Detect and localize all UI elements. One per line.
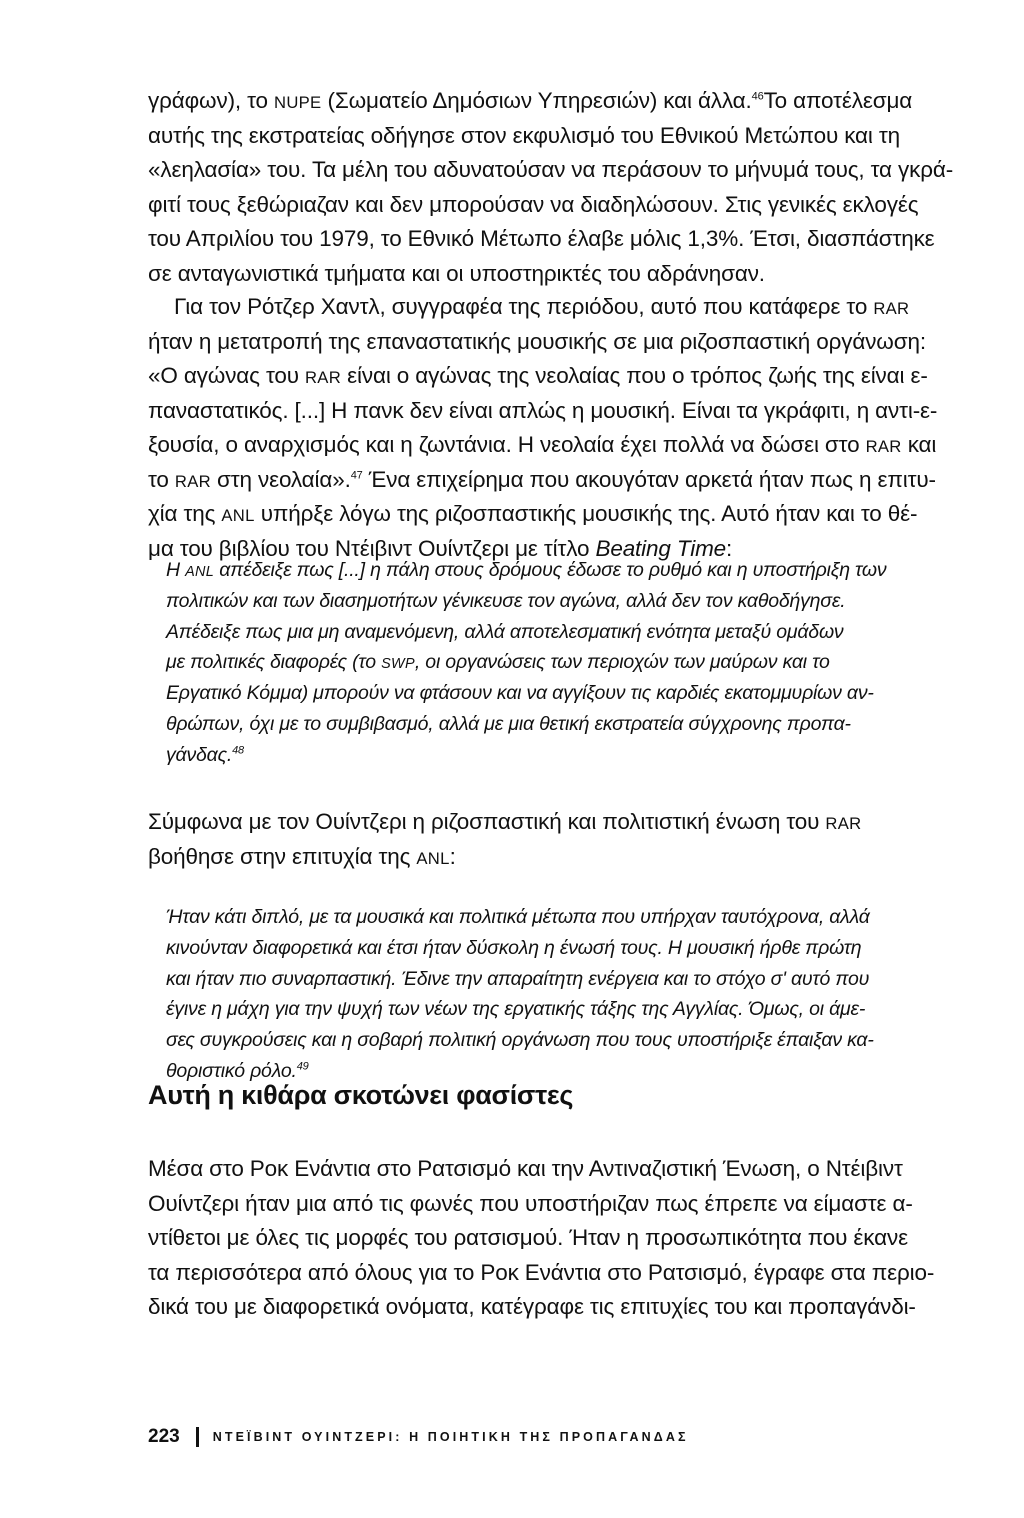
block-quote-widgery-2 — [166, 902, 896, 1087]
footnote-ref: 48 — [232, 744, 244, 757]
text-line: τα περισσότερα από όλους για το Ροκ Ενάντια στο Ρατσισμό, έγραφε στα περιο- — [148, 1259, 935, 1285]
footnote-ref: 49 — [296, 1060, 309, 1073]
text-line: ήταν η μετατροπή της επαναστατικής μουσικής σε μια ριζοσπαστική οργάνωση: — [148, 328, 926, 354]
quote-line: και ήταν πιο συναρπαστική. Έδινε την απαραίτητη ενέργεια και το στόχο σ' αυτό που — [166, 967, 870, 990]
text-line: μα του βιβλίου του Ντέιβιντ Ουίντζερι με τίτλο Beating Time: — [148, 535, 733, 561]
quote-line: Απέδειξε πως μια μη αναμενόμενη, αλλά αποτελεσματική ενότητα μεταξύ ομάδων — [166, 620, 844, 643]
quote-line: σες συγκρούσεις και η σοβαρή πολιτική οργάνωση που τους υποστήριξε έπαιξαν κα- — [166, 1029, 874, 1052]
quote-line: πολιτικών και των διασημοτήτων γένικευσε τον αγώνα, αλλά δεν τον καθοδήγησε. — [166, 589, 846, 612]
page-number: 223 — [148, 1426, 180, 1447]
text-line: χία της ANL υπήρξε λόγω της ριζοσπαστικής μουσικής της. Αυτό ήταν και το θέ- — [148, 501, 918, 526]
text-line: φιτί τους ξεθώριαζαν και δεν μπορούσαν να διαδηλώσουν. Στις γενικές εκλογές — [148, 191, 919, 217]
quote-line: με πολιτικές διαφορές (το SWP, οι οργανώσεις των περιοχών των μαύρων και το — [166, 651, 830, 674]
paragraph-continuation — [148, 84, 954, 291]
footer-divider — [196, 1427, 199, 1447]
text-line: Μέσα στο Ροκ Ενάντια στο Ρατσισμό και την Αντιναζιστική Ένωση, ο Ντέιβιντ — [148, 1156, 903, 1181]
footnote-ref: 46 — [751, 90, 764, 103]
text-line: βοήθησε στην επιτυχία της ANL: — [148, 843, 456, 869]
text-line: του Απριλίου του 1979, το Εθνικό Μέτωπο έλαβε μόλις 1,3%. Έτσι, διασπάστηκε — [148, 226, 935, 251]
section-heading: Αυτή η κιθάρα σκοτώνει φασίστες — [148, 1080, 574, 1110]
quote-line: θρώπων, όχι με το συμβιβασμό, αλλά με μια θετική εκστρατεία σύγχρονης προπα- — [166, 712, 851, 735]
text-line: το RAR στη νεολαία».$^{47}$ Ένα επιχείρημα που ακουγόταν αρκετά ήταν πως η επιτυ- — [148, 466, 936, 492]
footnote-ref: 47 — [350, 469, 363, 481]
quote-line: θοριστικό ρόλο.$^{49}$ — [166, 1059, 309, 1082]
text-line: παναστατικός. [...] Η πανκ δεν είναι απλώς η μουσική. Είναι τα γκράφιτι, η αντι-ε- — [148, 397, 938, 423]
text-line: σε ανταγωνιστικά τμήματα και οι υποστηρικτές του αδράνησαν. — [148, 260, 765, 286]
block-quote-widgery-1 — [166, 555, 896, 771]
paragraph-hantle — [148, 290, 938, 566]
quote-line: Ήταν κάτι διπλό, με τα μουσικά και πολιτικά μέτωπα που υπήρχαν ταυτόχρονα, αλλά — [166, 906, 870, 928]
text-line: δικά του με διαφορετικά ονόματα, κατέγραφε τις επιτυχίες του και προπαγάνδι- — [148, 1294, 916, 1319]
text-line: Σύμφωνα με τον Ουίντζερι η ριζοσπαστική και πολιτιστική ένωση του RAR — [148, 809, 862, 834]
text-line: «λεηλασία» του. Τα μέλη του αδυνατούσαν να περάσουν το μήνυμά τους, τα γκρά- — [148, 157, 954, 182]
quote-line: έγινε η μάχη για την ψυχή των νέων της εργατικής τάξης της Αγγλίας. Όμως, οι άμε- — [166, 998, 866, 1021]
text-line: αυτής της εκστρατείας οδήγησε στον εκφυλισμό του Εθνικού Μετώπου και τη — [148, 122, 900, 148]
quote-line: Η ANL απέδειξε πως [...] η πάλη στους δρόμους έδωσε το ρυθμό και η υποστήριξη των — [166, 559, 887, 581]
text-line: «Ο αγώνας του RAR είναι ο αγώνας της νεολαίας που ο τρόπος ζωής της είναι ε- — [148, 363, 928, 388]
text-line: Ουίντζερι ήταν μια από τις φωνές που υποστήριζαν πως έπρεπε να είμαστε α- — [148, 1190, 913, 1216]
book-title: Beating Time — [595, 535, 727, 561]
quote-line: γάνδας.$^{48}$ — [166, 743, 244, 766]
page-footer — [148, 1426, 689, 1448]
running-head: ΝΤΕΪΒΙΝΤ ΟΥΙΝΤΖΕΡΙ: Η ΠΟΙΗΤΙΚΗ ΤΗΣ ΠΡΟΠΑΓΑΝΔΑΣ — [212, 1430, 689, 1444]
paragraph-widgery-union — [148, 805, 890, 874]
quote-line: Εργατικό Κόμμα) μπορούν να φτάσουν και να αγγίξουν τις καρδιές εκατομμυρίων αν- — [166, 682, 874, 705]
paragraph-section-intro — [148, 1152, 935, 1325]
text-line: Για τον Ρότζερ Χαντλ, συγγραφέα της περιόδου, αυτό που κατάφερε το RAR — [174, 294, 910, 319]
quote-line: κινούνταν διαφορετικά και έτσι ήταν δύσκολη η ένωσή τους. Η μουσική ήρθε πρώτη — [166, 936, 862, 959]
text-line: ντίθετοι με όλες τις μορφές του ρατσισμού. Ήταν η προσωπικότητα που έκανε — [148, 1225, 908, 1250]
text-line: γράφων), το NUPE (Σωματείο Δημόσιων Υπηρεσιών) και άλλα.$^{46}$Το αποτέλεσμα — [148, 88, 913, 113]
text-line: ξουσία, ο αναρχισμός και η ζωντάνια. Η νεολαία έχει πολλά να δώσει στο RAR και — [148, 432, 937, 457]
